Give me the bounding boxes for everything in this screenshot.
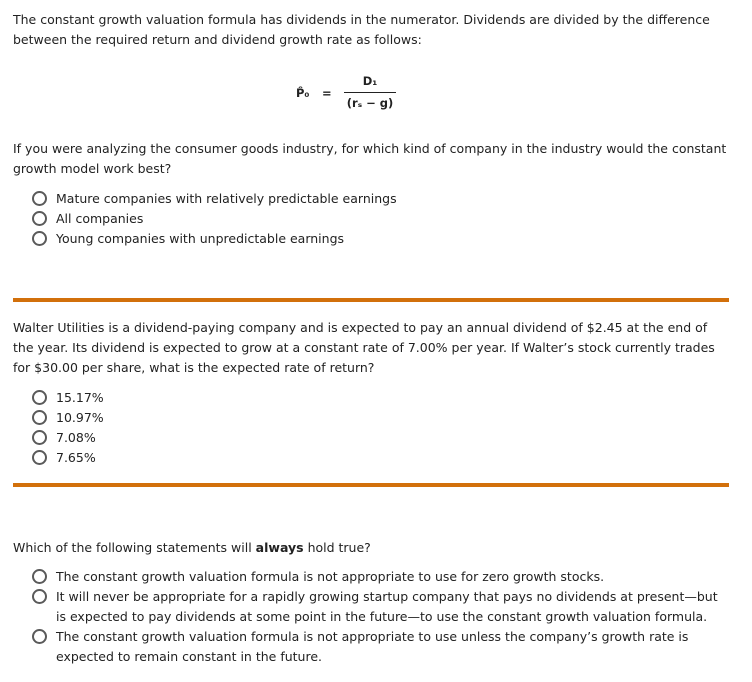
- q2-option[interactable]: [32, 388, 332, 408]
- option-label: 10.97%: [56, 410, 104, 425]
- q1-option[interactable]: [32, 189, 632, 209]
- radio-button[interactable]: [32, 450, 47, 465]
- radio-button[interactable]: [32, 410, 47, 425]
- radio-button[interactable]: [32, 211, 47, 226]
- radio-button[interactable]: [32, 430, 47, 445]
- q1-option[interactable]: [32, 229, 632, 249]
- q2-question: Walter Utilities is a dividend-paying company and is expected to pay an annual dividend of $2.45 at the end of the year. Its dividend is expected to grow at a constant rate of 7.00% per year. If Walter’s stock currently trades for $30.00 per share, what is the expected rate of return?: [13, 320, 715, 375]
- q2-options: [32, 388, 332, 468]
- q2-option[interactable]: [32, 428, 332, 448]
- q3-question-text-end: hold true?: [303, 540, 371, 555]
- q3-question: [13, 538, 729, 558]
- formula-denominator: (rₛ − g): [346, 96, 394, 110]
- option-label: The constant growth valuation formula is not appropriate to use unless the company’s growth rate is expected to remain constant in the future.: [56, 629, 689, 664]
- option-label: Mature companies with relatively predictable earnings: [56, 191, 397, 206]
- q3-question-text: Which of the following statements will: [13, 540, 256, 555]
- option-label: 15.17%: [56, 390, 104, 405]
- q2-option[interactable]: [32, 408, 332, 428]
- q3-option[interactable]: [32, 627, 729, 667]
- radio-button[interactable]: [32, 629, 47, 644]
- q1-option[interactable]: [32, 209, 632, 229]
- radio-button[interactable]: [32, 390, 47, 405]
- q2-option[interactable]: [32, 448, 332, 468]
- q1-options: [32, 189, 632, 249]
- formula-fraction-bar: [344, 92, 396, 93]
- formula-equals: =: [322, 86, 332, 100]
- valuation-formula: [296, 74, 426, 118]
- q3-question-emphasis: always: [255, 540, 304, 555]
- radio-button[interactable]: [32, 231, 47, 246]
- section-divider: [13, 483, 729, 487]
- q1-question: If you were analyzing the consumer goods industry, for which kind of company in the industry would the constant growth model work best?: [13, 141, 727, 176]
- radio-button[interactable]: [32, 589, 47, 604]
- option-label: It will never be appropriate for a rapidly growing startup company that pays no dividends at present—but is expected to pay dividends at some point in the future—to use the constant growth valuation formula.: [56, 589, 718, 624]
- option-label: All companies: [56, 211, 144, 226]
- option-label: Young companies with unpredictable earnings: [56, 231, 345, 246]
- radio-button[interactable]: [32, 191, 47, 206]
- q1-intro: The constant growth valuation formula has dividends in the numerator. Dividends are divided by the difference between the required return and dividend growth rate as follows:: [13, 12, 710, 47]
- radio-button[interactable]: [32, 569, 47, 584]
- q3-option[interactable]: [32, 587, 729, 627]
- formula-numerator: D₁: [362, 74, 378, 88]
- q3-options: [32, 567, 729, 667]
- formula-lhs: P̂₀: [296, 86, 310, 100]
- section-divider: [13, 298, 729, 302]
- option-label: The constant growth valuation formula is not appropriate to use for zero growth stocks.: [56, 569, 605, 584]
- option-label: 7.08%: [56, 430, 96, 445]
- option-label: 7.65%: [56, 450, 96, 465]
- q3-option[interactable]: [32, 567, 729, 587]
